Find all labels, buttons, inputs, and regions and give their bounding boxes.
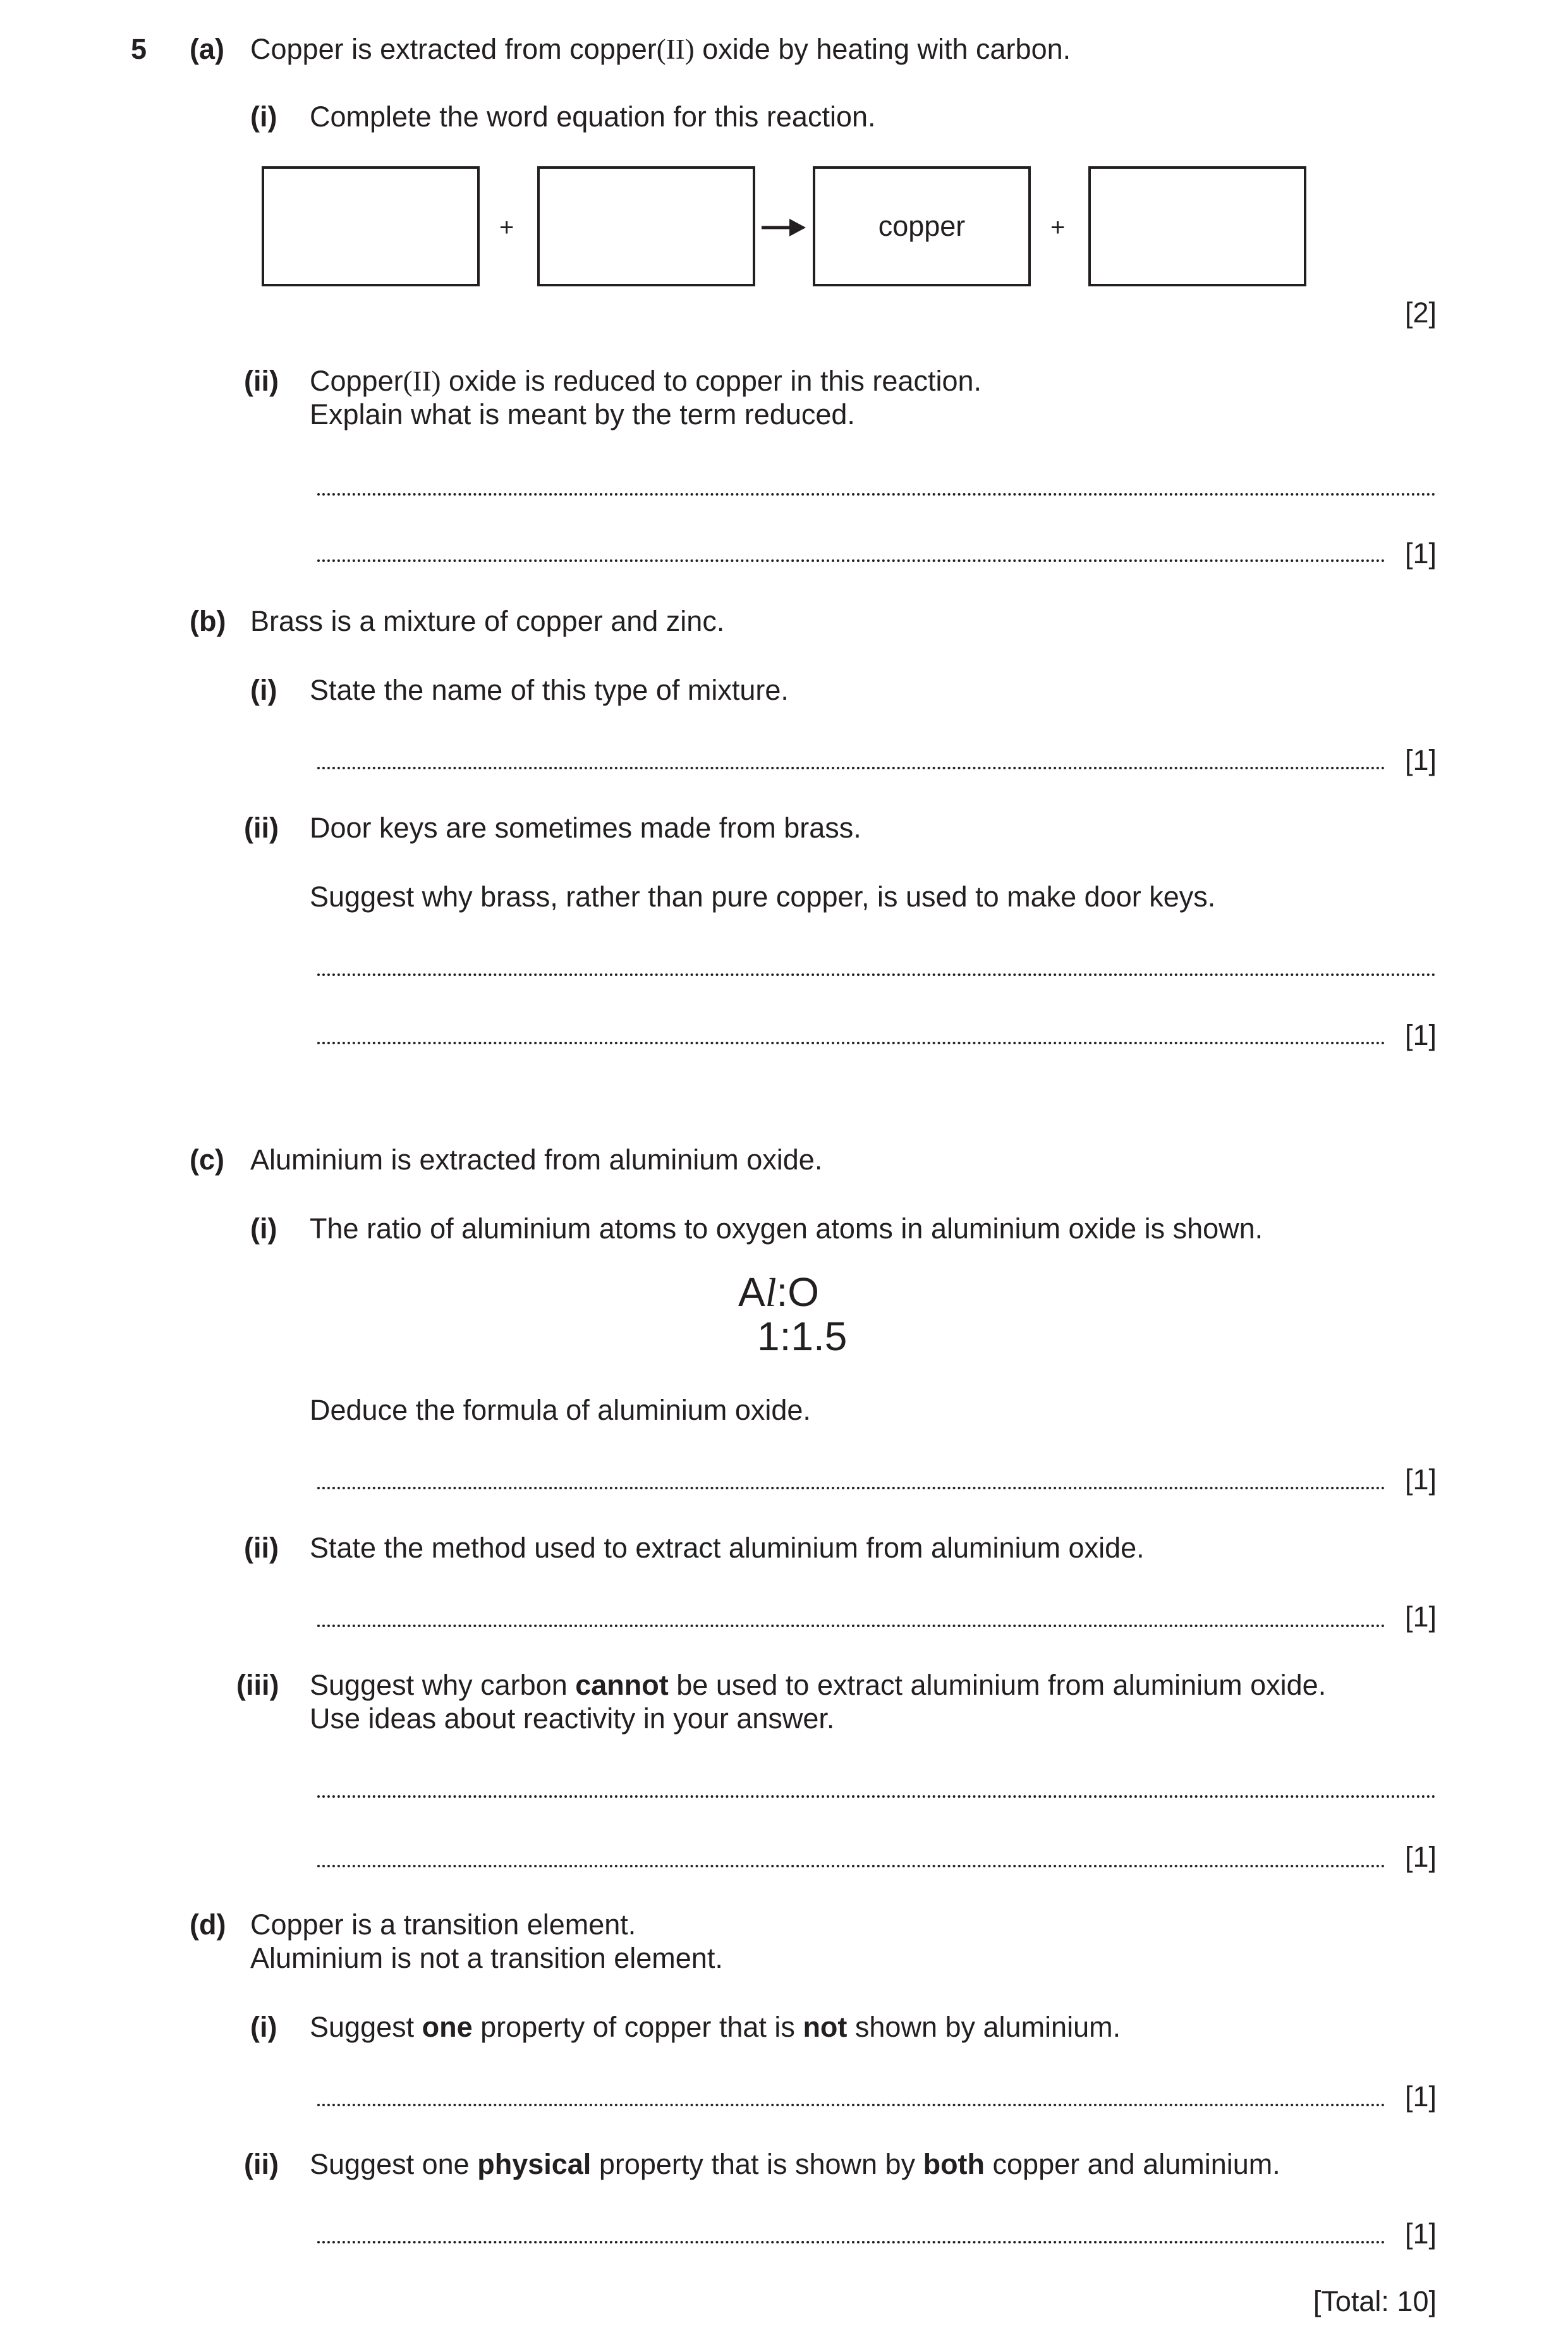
reaction-arrow-icon (762, 215, 807, 240)
part-d-stem-2: Aluminium is not a transition element. (250, 1942, 723, 1974)
answer-line[interactable] (317, 1487, 1385, 1489)
plus-sign-2: + (1050, 214, 1066, 241)
part-b-stem: Brass is a mixture of copper and zinc. (250, 605, 725, 637)
equation-reactant-box-1[interactable] (262, 166, 480, 286)
part-b-ii-label: (ii) (244, 812, 279, 844)
part-d-ii-marks: [1] (1404, 2218, 1437, 2250)
answer-line[interactable] (317, 1042, 1385, 1044)
part-b-ii-line2: Suggest why brass, rather than pure copper, is used to make door keys. (310, 881, 1216, 913)
answer-line[interactable] (317, 1795, 1436, 1798)
part-d-i-label: (i) (250, 2011, 277, 2043)
part-c-i-label: (i) (250, 1212, 277, 1245)
part-a-label: (a) (190, 33, 224, 65)
part-c-ii-marks: [1] (1404, 1601, 1437, 1633)
part-a-ii-label: (ii) (244, 365, 279, 397)
part-a-i-text: Complete the word equation for this reaction. (310, 101, 876, 133)
equation-product-box-2[interactable] (1088, 166, 1306, 286)
answer-line[interactable] (317, 493, 1436, 496)
part-a-i-marks: [2] (1404, 296, 1437, 329)
part-b-i-marks: [1] (1404, 744, 1437, 776)
part-a-ii-line1: Copper(II) oxide is reduced to copper in this reaction. (310, 365, 982, 397)
equation-product-box-copper: copper (813, 166, 1031, 286)
part-b-label: (b) (190, 605, 226, 637)
part-c-ii-label: (ii) (244, 1532, 279, 1564)
part-c-iii-label: (iii) (236, 1669, 279, 1701)
part-a-i-label: (i) (250, 101, 277, 133)
ratio-values: 1:1.5 (757, 1314, 848, 1359)
answer-line[interactable] (317, 559, 1385, 562)
answer-line[interactable] (317, 2104, 1385, 2106)
part-c-stem: Aluminium is extracted from aluminium oxide. (250, 1144, 823, 1176)
part-c-iii-line2: Use ideas about reactivity in your answer. (310, 1702, 835, 1735)
part-d-ii-text: Suggest one physical property that is shown by both copper and aluminium. (310, 2148, 1280, 2180)
part-c-iii-marks: [1] (1404, 1841, 1437, 1873)
part-b-ii-line1: Door keys are sometimes made from brass. (310, 812, 861, 844)
part-c-i-text: The ratio of aluminium atoms to oxygen atoms in aluminium oxide is shown. (310, 1212, 1263, 1245)
answer-line[interactable] (317, 1865, 1385, 1867)
part-c-iii-line1: Suggest why carbon cannot be used to extract aluminium from aluminium oxide. (310, 1669, 1327, 1701)
total-marks: [Total: 10] (1313, 2285, 1437, 2317)
part-d-i-text: Suggest one property of copper that is not shown by aluminium. (310, 2011, 1121, 2043)
answer-line[interactable] (317, 2241, 1385, 2243)
answer-line[interactable] (317, 1625, 1385, 1627)
part-a-stem: Copper is extracted from copper(II) oxide by heating with carbon. (250, 33, 1071, 65)
answer-line[interactable] (317, 973, 1436, 976)
part-d-stem-1: Copper is a transition element. (250, 1908, 636, 1941)
part-c-label: (c) (190, 1144, 224, 1176)
ratio-symbols: Al:O (738, 1269, 820, 1315)
part-c-i-marks: [1] (1404, 1463, 1437, 1496)
plus-sign-1: + (499, 214, 514, 241)
answer-line[interactable] (317, 767, 1385, 769)
part-d-label: (d) (190, 1908, 226, 1941)
equation-reactant-box-2[interactable] (537, 166, 755, 286)
part-c-ii-text: State the method used to extract aluminium from aluminium oxide. (310, 1532, 1145, 1564)
part-a-ii-marks: [1] (1404, 537, 1437, 570)
part-a-ii-line2: Explain what is meant by the term reduced. (310, 398, 855, 430)
part-d-ii-label: (ii) (244, 2148, 279, 2180)
part-b-i-text: State the name of this type of mixture. (310, 674, 789, 706)
part-b-i-label: (i) (250, 674, 277, 706)
part-b-ii-marks: [1] (1404, 1019, 1437, 1051)
part-c-i-line2: Deduce the formula of aluminium oxide. (310, 1394, 811, 1426)
part-d-i-marks: [1] (1404, 2080, 1437, 2113)
question-number: 5 (131, 33, 147, 65)
